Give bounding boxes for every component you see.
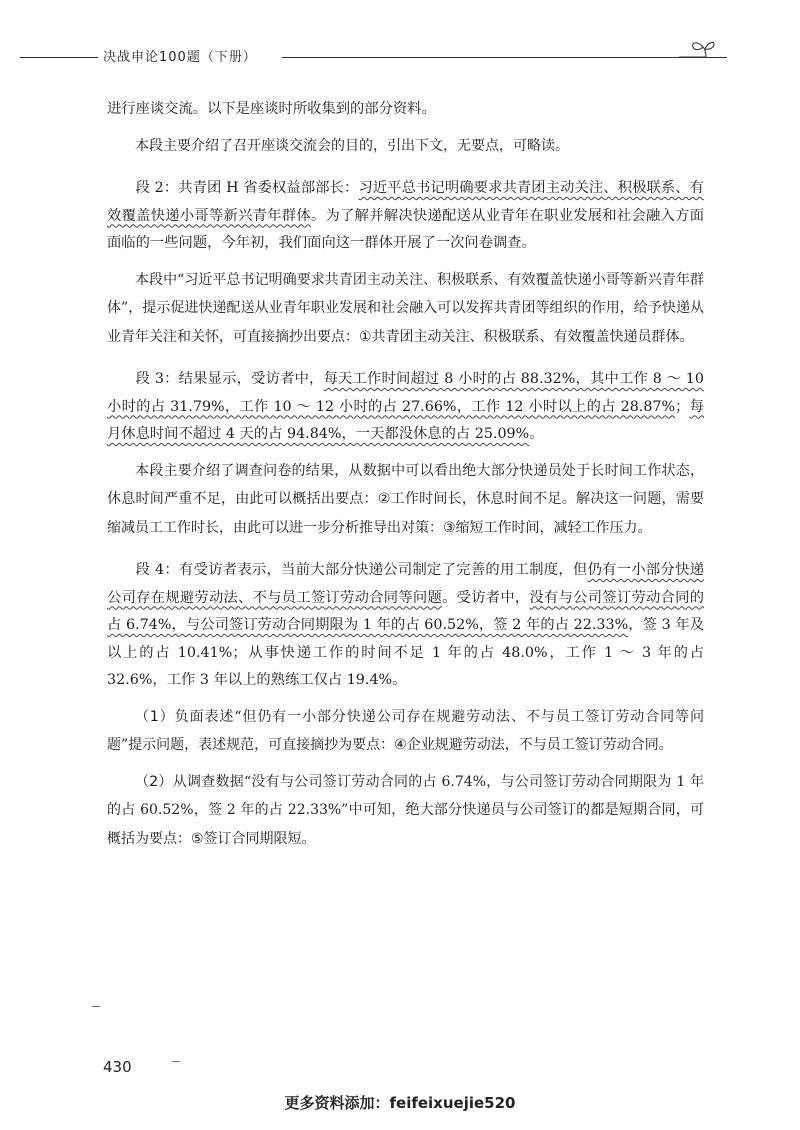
underlined-text: 习近平总书记明确要求共青团主动关注、积极联系、有效覆盖快递小哥等新兴青年群体 bbox=[107, 180, 705, 224]
material-paragraph-4 bbox=[107, 557, 704, 695]
analysis-paragraph-5 bbox=[107, 768, 704, 853]
paragraph-text: ，签 3 年及以上的占 10.41%；从事快递工作的时间不足 1 年的占 48.0%，工作 1 ～ 3 年的占 32.6%，工作 3 年以上的熟练工仅占 19.4%。 bbox=[107, 617, 705, 689]
paragraph-label: 段 2：共青团 H 省委权益部部长： bbox=[135, 180, 359, 196]
material-paragraph-3 bbox=[107, 366, 704, 449]
running-header bbox=[20, 40, 770, 70]
analysis-lead: 本段中 bbox=[135, 271, 178, 288]
body-text bbox=[107, 96, 704, 853]
underlined-text: 没有与公司签订劳动合同的占 6.74%，与公司签订劳动合同期限为 1 年的占 60.52%，签 2 年的占 22.33% bbox=[107, 589, 705, 634]
header-rule-left bbox=[20, 57, 98, 58]
book-title: 决战申论100题（下册） bbox=[103, 50, 257, 65]
footer-note: 更多资料添加：feifeixuejie520 bbox=[284, 1094, 516, 1112]
separator-text: ； bbox=[675, 398, 690, 415]
analysis-text: ，提示促进快递配送从业青年职业发展和社会融入可以发挥共青团等组织的作用，给予快递从业青年关注和关怀，可直接摘抄出要点：①共青团主动关注、积极联系、有效覆盖快递员群体。 bbox=[107, 300, 704, 345]
paragraph-label: 段 4：有受访者表示，当前大部分快递公司制定了完善的用工制度，但 bbox=[135, 562, 588, 578]
analysis-paragraph-1: 本段主要介绍了召开座谈交流会的目的，引出下文，无要点，可略读。 bbox=[135, 137, 569, 154]
scan-mark bbox=[92, 1006, 100, 1007]
page-number: 430 bbox=[103, 1058, 132, 1076]
sprout-icon bbox=[677, 40, 717, 60]
analysis-text: 提示问题，表述规范，可直接摘抄为要点：④企业规避劳动法，不与员工签订劳动合同。 bbox=[128, 737, 673, 754]
paragraph-text: 。为了解并解决快递配送从业青年在职业发展和社会融入方面面临的一些问题，今年初，我们面向这一群体开展了一次问卷调查。 bbox=[107, 207, 705, 252]
underlined-text: 每天工作时间超过 8 小时的占 88.32%，其中工作 8 ～ 10 小时的占 31.79%，工作 10 ～ 12 小时的占 27.66%，工作 12 小时以上的占 28.87% bbox=[107, 371, 704, 415]
analysis-lead: （2）从调查数据 bbox=[135, 773, 244, 790]
quoted-text: “没有与公司签订劳动合同的占 6.74%，与公司签订劳动合同期限为 1 年的占 60.52%，签 2 年的占 22.33%” bbox=[107, 773, 704, 819]
analysis-text: 中可知，绝大部分快递员与公司签订的都是短期合同，可概括为要点：⑤签订合同期限短。 bbox=[107, 802, 704, 847]
quoted-text: “习近平总书记明确要求共青团主动关注、积极联系、有效覆盖快递小哥等新兴青年群体” bbox=[107, 271, 705, 317]
underlined-text: 每月休息时间不超过 4 天的占 94.84%，一天都没休息的占 25.09% bbox=[107, 398, 704, 443]
end-text: 。 bbox=[529, 426, 544, 443]
analysis-paragraph-4 bbox=[107, 703, 704, 760]
paragraph-text: 。受访者中， bbox=[442, 589, 530, 606]
material-paragraph-intro: 进行座谈交流。以下是座谈时所收集到的部分资料。 bbox=[107, 101, 436, 117]
material-paragraph-2 bbox=[107, 175, 704, 258]
analysis-paragraph-2 bbox=[107, 266, 704, 351]
paragraph-label: 段 3：结果显示，受访者中， bbox=[135, 371, 324, 387]
underlined-text: 仍有一小部分快递公司存在规避劳动法、不与员工签订劳动合同等问题 bbox=[107, 562, 704, 606]
analysis-lead: （1）负面表述 bbox=[135, 708, 235, 725]
quoted-text: “但仍有一小部分快递公司存在规避劳动法、不与员工签订劳动合同等问题” bbox=[107, 708, 704, 754]
analysis-paragraph-3: 本段主要介绍了调查问卷的结果，从数据中可以看出绝大部分快递员处于长时间工作状态，休息时间严重不足，由此可以概括出要点：②工作时间长，休息时间不足。解决这一问题，需要缩减员工工作时长，由此可以进一步分析推导出对策：③缩短工作时间，减轻工作压力。 bbox=[107, 462, 704, 536]
header-rule-right bbox=[282, 57, 727, 58]
scan-mark bbox=[172, 1061, 180, 1062]
